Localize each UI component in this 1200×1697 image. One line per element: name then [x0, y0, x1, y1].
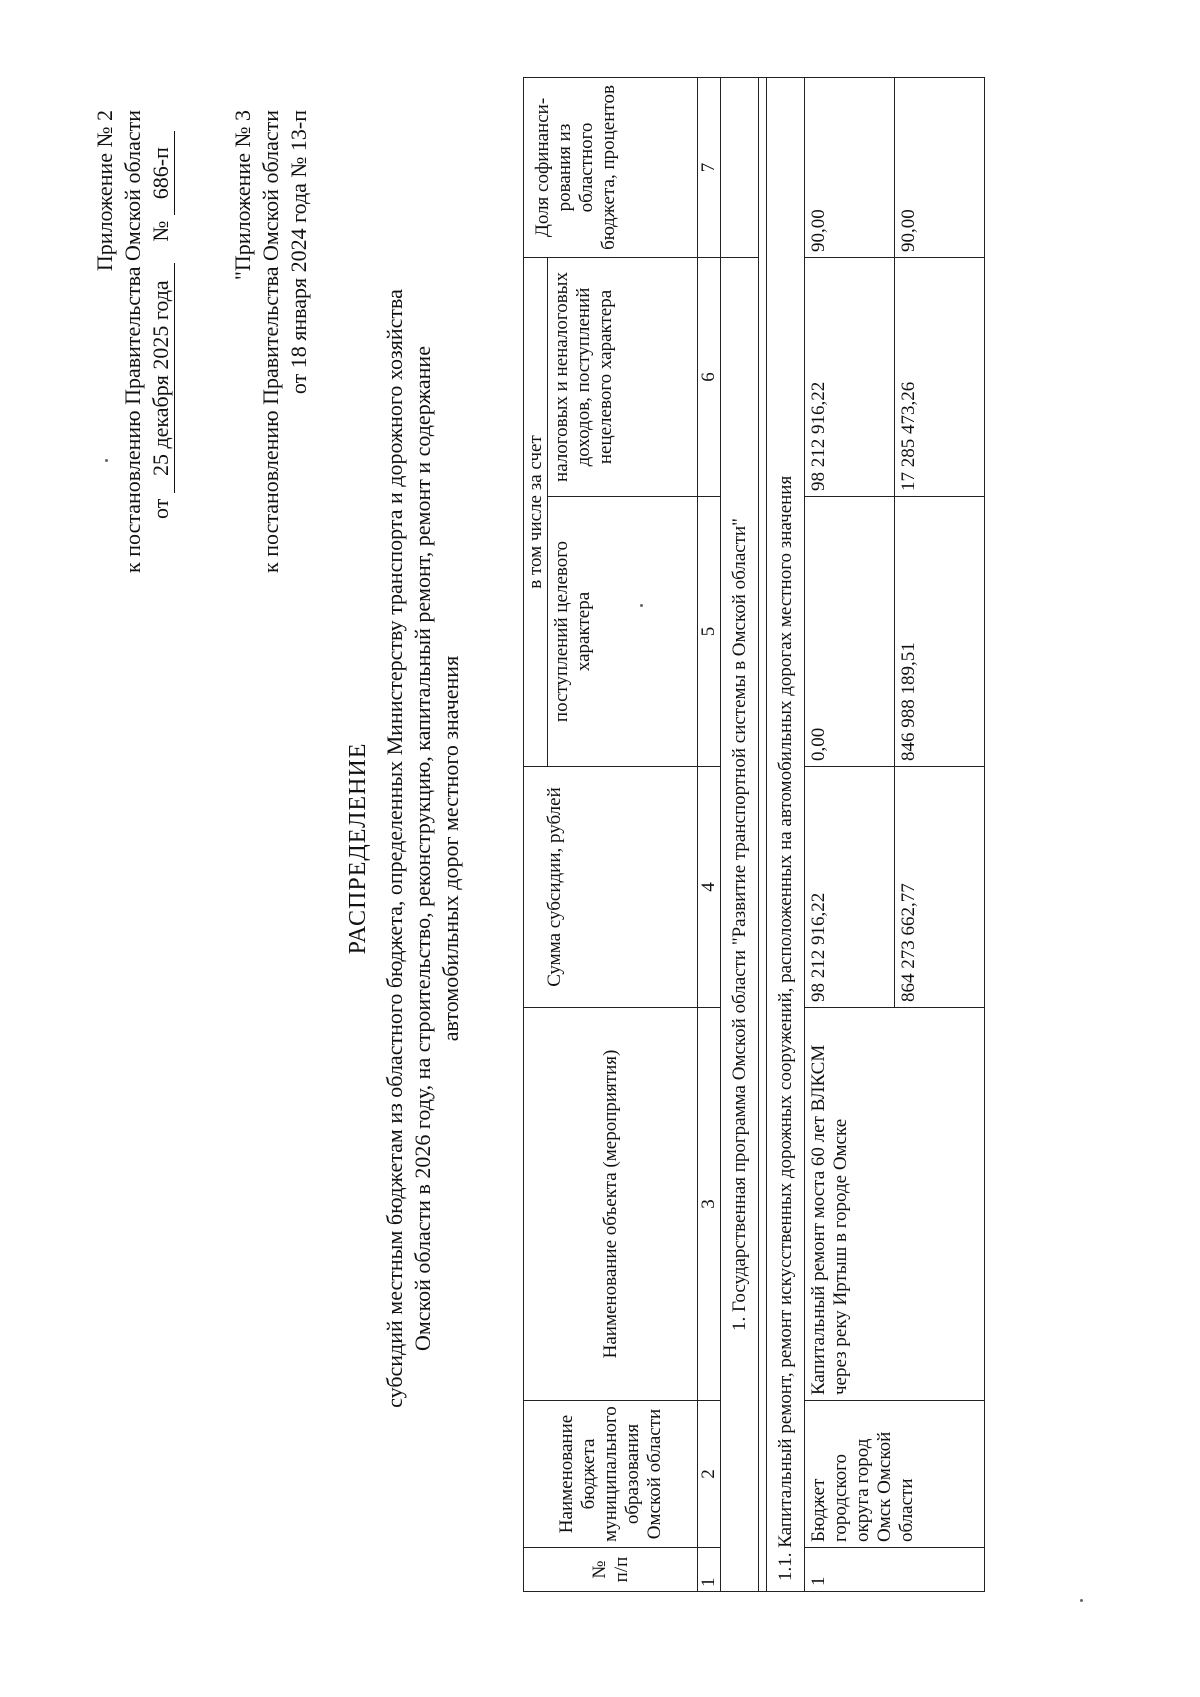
col-nontarget-header: налоговых и неналоговых доходов, поступлений нецелевого характера: [548, 257, 698, 496]
col-num-header: № п/п: [524, 1548, 698, 1592]
number-label: №: [148, 220, 173, 242]
title-line-3: автомобильных дорог местного значения: [438, 655, 463, 1042]
spacer-cell: [759, 77, 767, 1591]
number-value: 686-п: [148, 131, 175, 215]
decree-date-line: [148, 110, 175, 519]
column-numbers-row: [698, 77, 721, 1591]
scan-speck: [105, 459, 108, 462]
col-number-6: 6: [698, 257, 721, 496]
col-number-5: 5: [698, 497, 721, 767]
section-1-1-title: 1.1. Капитальный ремонт, ремонт искусственных дорожных сооружений, расположенных на автомобильных дорогах местного значения: [767, 77, 805, 1591]
col-number-3: 3: [698, 1008, 721, 1401]
section-1-row: [721, 77, 759, 1591]
row-num: 1: [805, 1548, 985, 1592]
table-header-row-1: [524, 77, 548, 1591]
col-number-4: 4: [698, 767, 721, 1008]
row-share-2: 90,00: [895, 77, 985, 257]
col-sum-header: Сумма субсидии, рублей: [524, 767, 698, 1008]
row-target-1: 0,00: [805, 497, 895, 767]
scan-speck: [640, 604, 643, 607]
col-target-header: поступлений целевого характера: [548, 497, 698, 767]
row-nontarget-1: 98 212 916,22: [805, 257, 895, 496]
row-sum-2: 864 273 662,77: [895, 767, 985, 1008]
row-target-2: 846 988 189,51: [895, 497, 985, 767]
subsidy-table: [523, 77, 985, 1592]
col-number-7: 7: [698, 77, 721, 257]
row-nontarget-2: 17 285 473,26: [895, 257, 985, 496]
col-share-header: Доля софинанси-рования из областного бюджета, процентов: [524, 77, 698, 257]
row-sum-1: 98 212 916,22: [805, 767, 895, 1008]
col-number-2: 2: [698, 1401, 721, 1548]
date-value: 25 декабря 2025 года: [148, 263, 175, 493]
col-object-header: Наименование объекта (мероприятия): [524, 1008, 698, 1401]
row-budget: Бюджет городского округа город Омск Омской области: [805, 1401, 985, 1548]
decree-line: к постановлению Правительства Омской области: [120, 110, 145, 573]
col-group-header: в том числе за счет: [524, 257, 548, 766]
col-budget-header: Наименование бюджета муниципального образования Омской области: [524, 1401, 698, 1548]
document-title: РАСПРЕДЕЛЕНИЕ: [345, 742, 371, 955]
appendix-line: Приложение № 2: [92, 110, 117, 272]
orig-date-line: от 18 января 2024 года № 13-п: [286, 110, 311, 395]
title-line-1: субсидий местным бюджетам из областного бюджета, определенных Министерству транспорта и дорожного хозяйства: [382, 289, 407, 1408]
orig-appendix-line: "Приложение № 3: [230, 110, 255, 281]
row-share-1: 90,00: [805, 77, 895, 257]
col-number-1: 1: [698, 1548, 721, 1592]
scan-speck: [1080, 1599, 1083, 1602]
spacer-row: [759, 77, 767, 1591]
date-prefix: от: [148, 498, 173, 519]
section-1-1-row: [767, 77, 805, 1591]
title-line-2: Омской области в 2026 году, на строительство, реконструкцию, капитальный ремонт, ремонт и содержание: [410, 346, 435, 1351]
orig-decree-line: к постановлению Правительства Омской области: [258, 110, 283, 573]
row-object: Капитальный ремонт моста 60 лет ВЛКСМ через реку Иртыш в городе Омске: [805, 1008, 985, 1401]
section-1-empty: [721, 77, 759, 257]
section-1-title: 1. Государственная программа Омской области "Развитие транспортной системы в Омской области": [721, 257, 759, 1591]
table-row: [805, 77, 895, 1591]
